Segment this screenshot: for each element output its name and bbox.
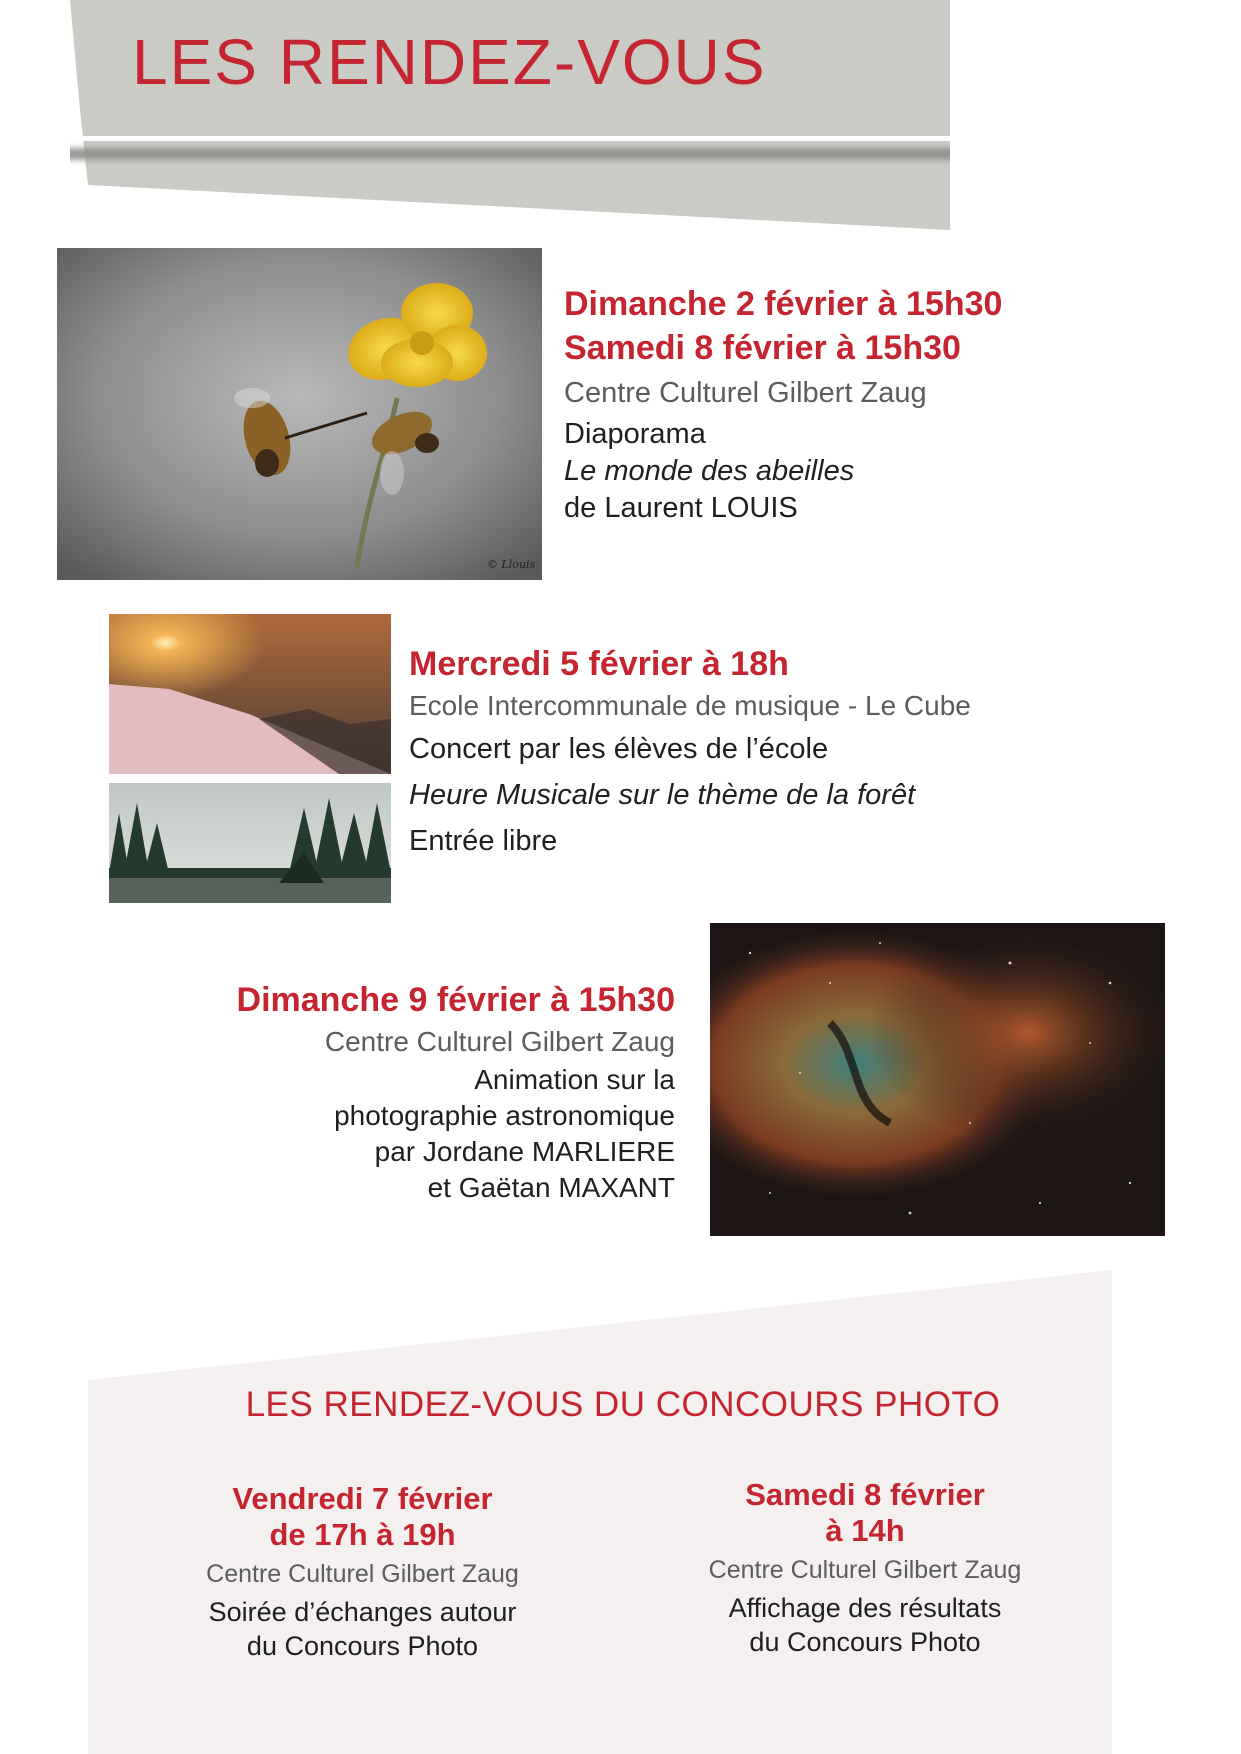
event-2 [409,642,971,864]
contest-venue: Centre Culturel Gilbert Zaug [206,1560,519,1588]
contest-line: Soirée d’échanges autour [208,1597,517,1627]
event-date: Samedi 8 février à 15h30 [564,329,961,367]
event-line: Concert par les élèves de l’école [409,733,829,765]
event-venue: Ecole Intercommunale de musique - Le Cube [409,690,971,721]
event-3 [160,978,675,1206]
event-line: Le monde des abeilles [564,455,855,487]
contest-line: du Concours Photo [246,1631,479,1661]
event-line: de Laurent LOUIS [564,492,798,524]
contest-time: à 14h [825,1513,905,1548]
contest-date: Vendredi 7 février [232,1481,493,1516]
contest-item-1 [160,1481,565,1663]
event-1 [564,282,1002,527]
event-line: Entrée libre [409,825,558,857]
nebula-photo [710,923,1165,1236]
page-title: LES RENDEZ-VOUS [132,26,767,98]
photo-credit: © Llouis [487,558,536,571]
event-line: photographie astronomique [334,1100,675,1131]
event-line: par Jordane MARLIERE [374,1136,675,1167]
misty-forest-photo [109,783,391,903]
event-date: Mercredi 5 février à 18h [409,645,789,683]
event-line: Heure Musicale sur le thème de la forêt [409,779,916,811]
event-line: et Gaëtan MAXANT [427,1172,675,1203]
contest-title: LES RENDEZ-VOUS DU CONCOURS PHOTO [245,1385,1001,1424]
event-venue: Centre Culturel Gilbert Zaug [324,1026,675,1057]
contest-time: de 17h à 19h [269,1517,456,1552]
bee-flower-photo [57,248,542,580]
event-date: Dimanche 9 février à 15h30 [236,981,675,1019]
event-line: Animation sur la [474,1064,675,1095]
contest-date: Samedi 8 février [745,1477,985,1512]
contest-venue: Centre Culturel Gilbert Zaug [708,1556,1022,1584]
contest-line: Affichage des résultats [728,1593,1002,1623]
event-venue: Centre Culturel Gilbert Zaug [564,377,927,409]
contest-item-2 [660,1477,1070,1659]
event-line: Diaporama [564,418,706,450]
snowy-sunset-photo [109,614,391,774]
contest-line: du Concours Photo [749,1627,981,1657]
event-date: Dimanche 2 février à 15h30 [564,285,1003,323]
